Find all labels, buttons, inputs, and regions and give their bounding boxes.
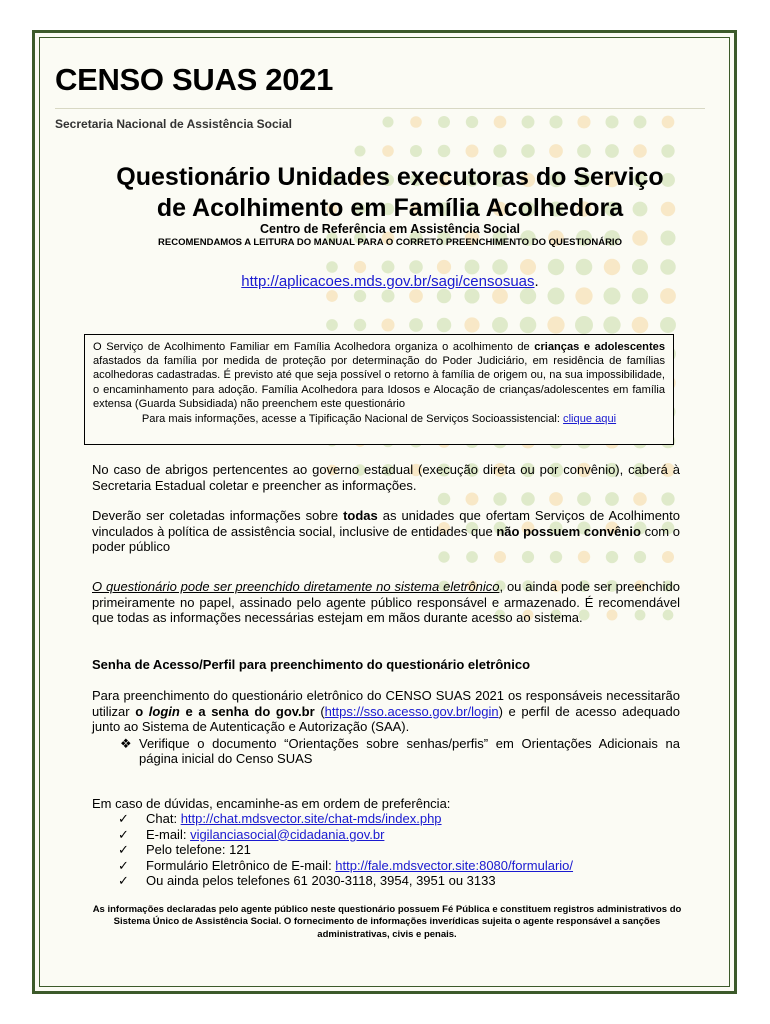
phone-text: Pelo telefone: 121 <box>146 842 251 858</box>
decorative-dot <box>464 288 479 303</box>
census-link[interactable]: http://aplicacoes.mds.gov.br/sagi/censosuas <box>241 273 535 290</box>
decorative-dot <box>603 287 620 304</box>
decorative-dot <box>326 290 338 302</box>
decorative-dot <box>603 316 620 333</box>
more-info-text: Para mais informações, acesse a Tipificação Nacional de Serviços Socioassistencial: <box>141 413 564 426</box>
decorative-dot <box>549 115 562 128</box>
electronic-filling-note: O questionário pode ser preenchido diretamente no sistema eletrônico <box>92 579 500 594</box>
decorative-dot <box>493 492 506 505</box>
access-login-word: login <box>148 703 180 719</box>
govbr-login-link[interactable]: https://sso.acesso.gov.br/login <box>324 703 499 719</box>
state-shelters-paragraph: No caso de abrigos pertencentes ao governo estadual (execução direta ou por convênio), caberá à Secretaria Estadual coletar e preencher as informações. <box>92 462 680 493</box>
decorative-dot <box>605 492 619 506</box>
decorative-dot <box>634 116 647 129</box>
decorative-dot <box>466 116 478 128</box>
decorative-dot <box>382 145 394 157</box>
access-open-paren: ( <box>314 703 325 719</box>
decorative-dot <box>437 318 452 333</box>
decorative-dot <box>409 260 423 274</box>
check-icon: ✓ <box>118 842 129 858</box>
service-text-b: afastados da família por medida de proteção por determinação do Poder Judiciário, em residência de famílias acolhedoras cadastradas. É previsto até que seja possível o retorno à família de origem ou, na sua impossibilidade, o encaminhamento para adoção. Família Acolhedora para Idosos e Alocação de crianças/adolescentes em família extensa (Guarda Subsidiada) não preenchem este questionário <box>93 355 665 410</box>
contact-list <box>118 811 573 889</box>
other-phones-text: Ou ainda pelos telefones 61 2030-3118, 3954, 3951 ou 3133 <box>146 873 496 889</box>
decorative-dot <box>410 116 422 128</box>
check-icon: ✓ <box>118 826 129 842</box>
collection-text-b: as unidades que ofertam Serviços de Acolhimento vinculados à política de assistência social, inclusive de entidades que <box>92 508 681 539</box>
collection-text-a: Deverão ser coletadas informações sobre <box>92 508 344 523</box>
decorative-dot <box>493 144 506 157</box>
decorative-dot <box>633 492 647 506</box>
decorative-dot <box>547 287 564 304</box>
access-bold-o: o <box>135 703 149 719</box>
decorative-dot <box>660 317 676 333</box>
more-info-line <box>93 412 665 426</box>
questionnaire-title-line2: de Acolhimento em Família Acolhedora <box>156 194 624 222</box>
questionnaire-title-line1: Questionário Unidades executoras do Serviço <box>116 163 664 191</box>
decorative-dot <box>522 116 535 129</box>
decorative-dot <box>521 144 535 158</box>
collection-bold-no-agreement: não possuem convênio <box>496 523 641 539</box>
diamond-bullet-icon: ❖ <box>120 735 132 751</box>
decorative-dot <box>437 260 451 274</box>
questionnaire-title <box>40 162 740 224</box>
page-title: CENSO SUAS 2021 <box>55 62 334 97</box>
decorative-dot <box>438 493 451 506</box>
decorative-dot <box>632 317 649 334</box>
contact-form <box>118 858 573 874</box>
decorative-dot <box>577 115 590 128</box>
contact-phone <box>118 842 573 858</box>
decorative-dot <box>520 288 536 304</box>
decorative-dot <box>632 288 648 304</box>
decorative-dot <box>326 319 338 331</box>
filling-options-rest: , ou ainda pode ser preenchido primeiramente no papel, assinado pelo agente público responsável e armazenado. É recomendável que todas as informações necessárias estejam em mãos durante acesso ao sistema. <box>92 579 680 625</box>
census-link-suffix: . <box>534 273 539 290</box>
access-heading: Senha de Acesso/Perfil para preenchimento do questionário eletrônico <box>92 657 531 672</box>
chat-link[interactable]: http://chat.mdsvector.site/chat-mds/index.php <box>180 811 442 826</box>
decorative-dot <box>464 317 479 332</box>
collection-bold-all: todas <box>343 508 378 523</box>
decorative-dot <box>633 144 647 158</box>
decorative-dot <box>410 145 422 157</box>
check-icon: ✓ <box>118 857 129 873</box>
decorative-dot <box>549 144 563 158</box>
click-here-link[interactable]: clique aqui <box>563 413 617 426</box>
decorative-dot <box>437 289 451 303</box>
decorative-dot <box>381 318 394 331</box>
decorative-dot <box>354 290 366 302</box>
service-info-box <box>84 334 674 445</box>
decorative-dot <box>521 492 535 506</box>
decorative-dot <box>547 316 564 333</box>
decorative-dot <box>549 492 563 506</box>
check-icon: ✓ <box>118 811 129 826</box>
decorative-dot <box>382 116 393 127</box>
collection-text-c: com o poder público <box>92 523 681 554</box>
decorative-dot <box>354 261 366 273</box>
decorative-dot <box>575 316 593 334</box>
filling-options-paragraph <box>92 579 680 626</box>
decorative-dot <box>605 144 619 158</box>
decorative-dot <box>577 492 591 506</box>
access-text-a: Para preenchimento do questionário eletrônico do CENSO SUAS 2021 os responsáveis necessitarão utilizar <box>92 688 680 719</box>
decorative-dot <box>662 116 675 129</box>
decorative-dot <box>354 319 366 331</box>
decorative-dot <box>520 317 537 334</box>
decorative-dot <box>326 261 338 273</box>
decorative-dot <box>492 317 508 333</box>
decorative-dot <box>494 116 507 129</box>
decorative-dot <box>660 288 676 304</box>
decorative-dot <box>661 144 674 157</box>
contact-chat <box>118 811 573 827</box>
manual-recommendation: RECOMENDAMOS A LEITURA DO MANUAL PARA O CORRETO PREENCHIMENTO DO QUESTIONÁRIO <box>158 237 622 248</box>
decorative-dot <box>661 492 674 505</box>
decorative-dot <box>466 493 479 506</box>
decorative-dot <box>605 115 618 128</box>
chat-label: Chat: <box>146 811 181 826</box>
decorative-dot <box>355 146 366 157</box>
decorative-dot <box>492 288 508 304</box>
service-text-bold: crianças e adolescentes <box>534 341 665 353</box>
decorative-dot <box>381 289 394 302</box>
access-bold-govbr: e a senha do gov.br <box>179 703 315 719</box>
check-icon: ✓ <box>118 873 129 889</box>
access-paragraph <box>92 688 680 767</box>
form-label: Formulário Eletrônico de E-mail: <box>146 857 336 873</box>
decorative-dot <box>466 145 479 158</box>
title-divider <box>55 108 705 109</box>
access-bullet-text: Verifique o documento “Orientações sobre senhas/perfis” em Orientações Adicionais na página inicial do Censo SUAS <box>139 735 680 766</box>
collection-paragraph <box>92 508 680 555</box>
census-link-line <box>40 273 740 290</box>
email-link[interactable]: vigilanciasocial@cidadania.gov.br <box>190 826 385 842</box>
doubts-paragraph: Em caso de dúvidas, encaminhe-as em ordem de preferência: <box>92 796 451 811</box>
email-label: E-mail: <box>146 826 191 842</box>
page-subtitle: Secretaria Nacional de Assistência Social <box>55 117 293 131</box>
decorative-dot <box>409 318 423 332</box>
service-description <box>93 340 665 411</box>
decorative-dot <box>577 144 591 158</box>
decorative-dot <box>438 145 451 158</box>
access-bullets <box>92 736 680 767</box>
contact-other-phones <box>118 873 573 889</box>
access-bullet-item <box>92 736 680 767</box>
service-text-a: O Serviço de Acolhimento Familiar em Família Acolhedora organiza o acolhimento de <box>93 341 535 353</box>
legal-disclaimer: As informações declaradas pelo agente público neste questionário possuem Fé Pública e constituem registros administrativos do Sistema Único de Assistência Social. O fornecimento de informações inverídicas sujeita o agente responsável a sanções administrativas, civis e penais. <box>92 904 682 940</box>
decorative-dot <box>409 289 423 303</box>
center-name: Centro de Referência em Assistência Social <box>259 222 521 236</box>
contact-email <box>118 827 573 843</box>
decorative-dot <box>438 116 450 128</box>
decorative-dot <box>382 261 395 274</box>
access-text-c: ) e perfil de acesso adequado junto ao Sistema de Autenticação e Autorização (SAA). <box>92 703 680 734</box>
form-link[interactable]: http://fale.mdsvector.site:8080/formulario/ <box>335 857 574 873</box>
